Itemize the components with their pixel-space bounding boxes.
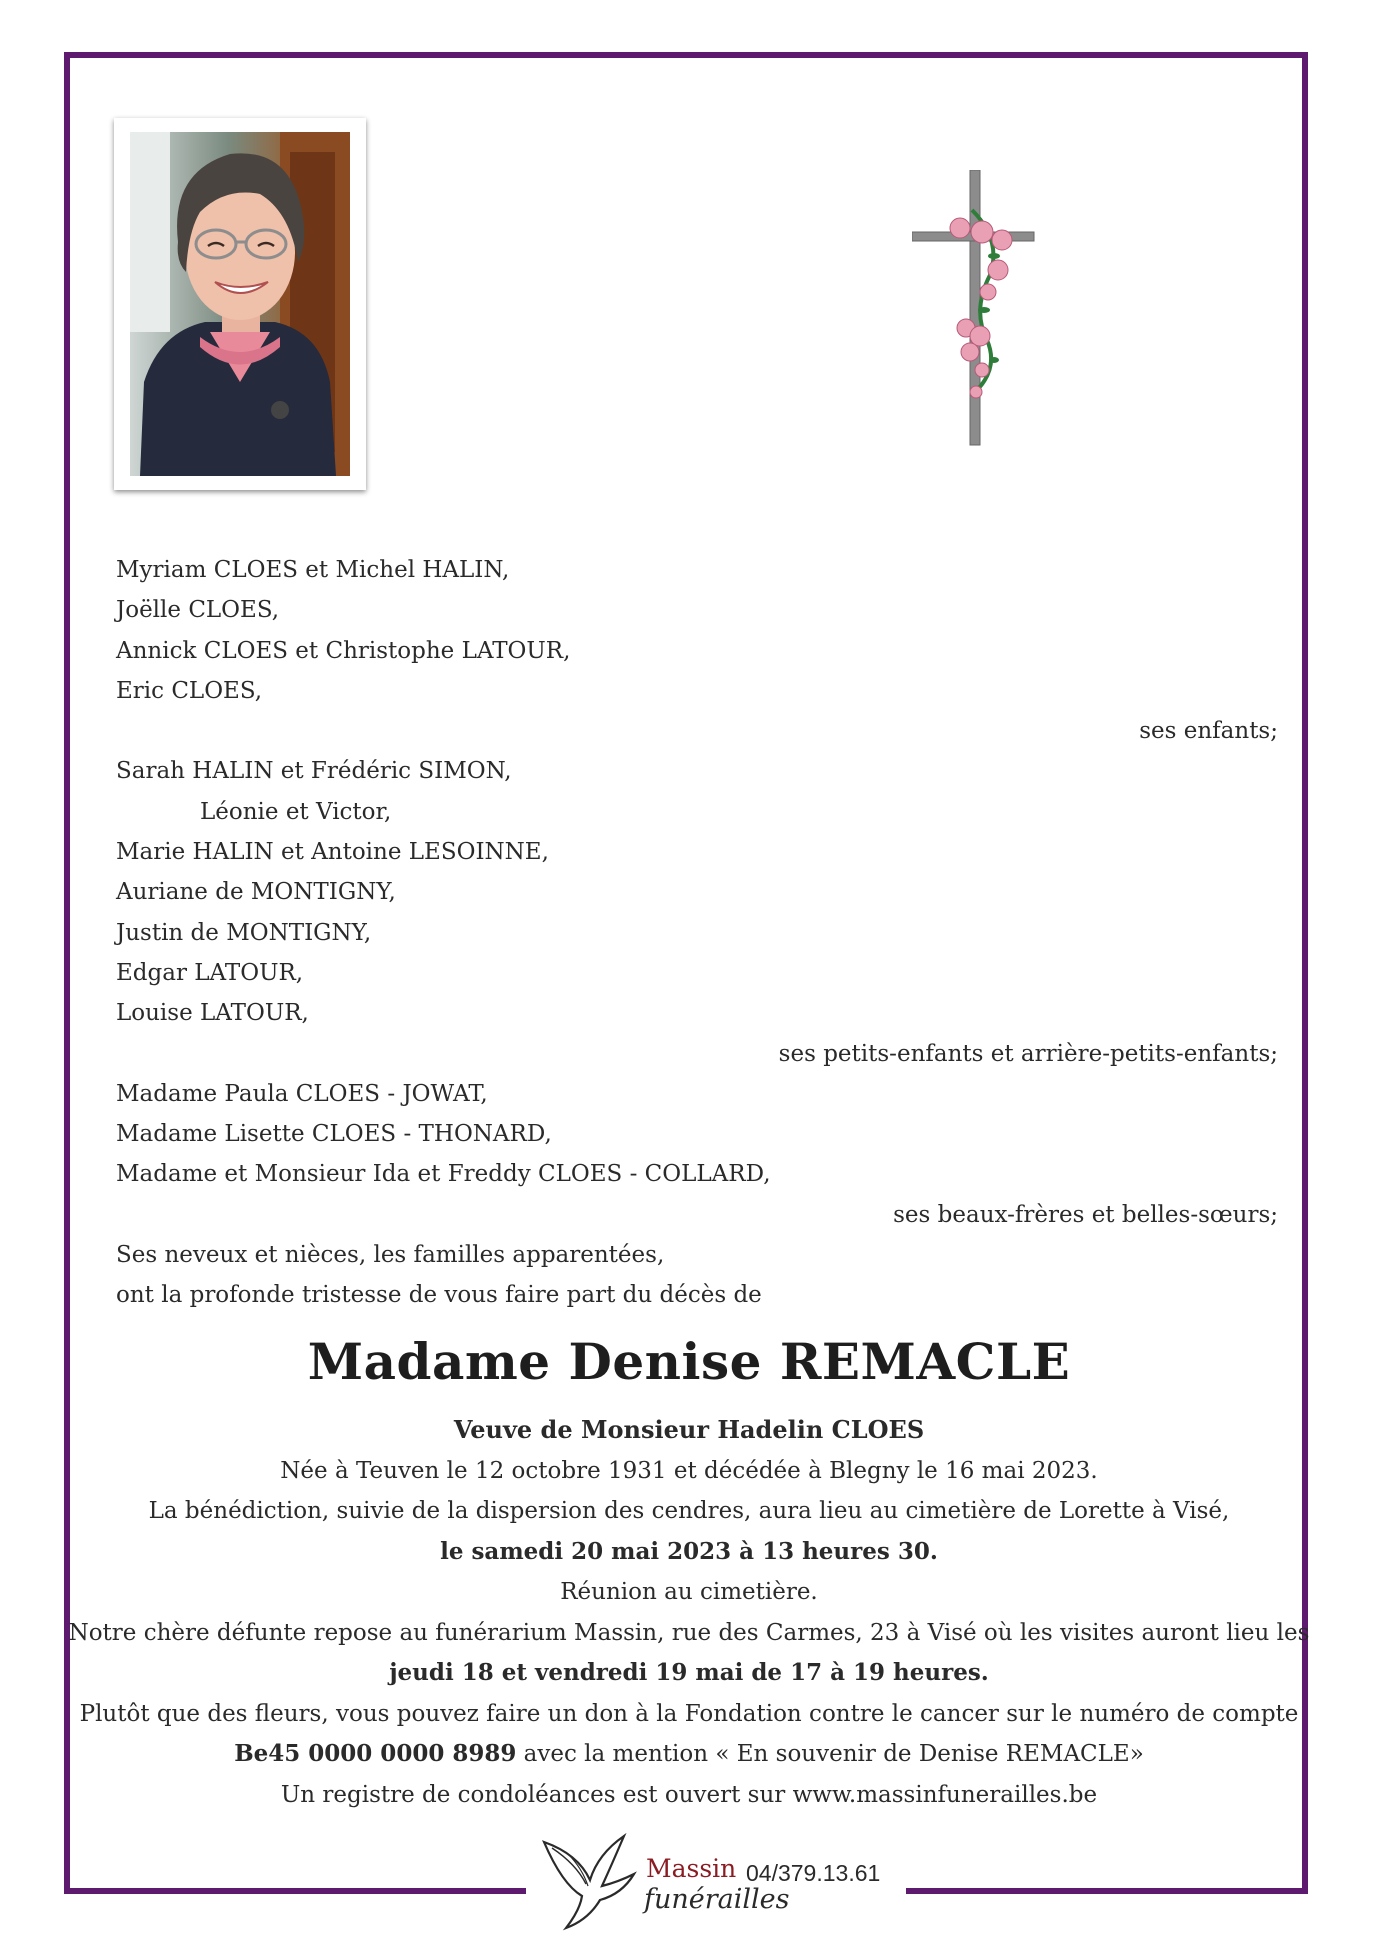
donation-mention: avec la mention « En souvenir de Denise REMACLE» <box>516 1741 1144 1767</box>
ceremony-line: La bénédiction, suivie de la dispersion des cendres, aura lieu au cimetière de Lorette à Visé, <box>148 1498 1230 1524</box>
child-line: Joëlle CLOES, <box>116 597 280 624</box>
portrait-photo <box>114 118 366 490</box>
registry-line: Un registre de condoléances est ouvert sur www.massinfunerailles.be <box>280 1781 1098 1808</box>
grandchild-line: Auriane de MONTIGNY, <box>116 879 396 906</box>
in-laws-role: ses beaux-frères et belles-sœurs; <box>893 1201 1278 1228</box>
funeral-home-logo <box>526 1816 906 1936</box>
in-law-line: Madame Lisette CLOES - THONARD, <box>116 1121 552 1148</box>
brand-subtitle: funérailles <box>644 1884 790 1915</box>
grandchildren-role: ses petits-enfants et arrière-petits-enfants; <box>778 1040 1278 1067</box>
grandchild-line: Sarah HALIN et Frédéric SIMON, <box>116 758 512 785</box>
grandchild-line: Justin de MONTIGNY, <box>116 919 372 946</box>
portrait-image <box>130 132 350 476</box>
phone-number: 04/379.13.61 <box>746 1860 881 1886</box>
great-grandchild-line: Léonie et Victor, <box>200 798 392 825</box>
grandchild-line: Marie HALIN et Antoine LESOINNE, <box>116 839 549 866</box>
ceremony-date: le samedi 20 mai 2023 à 13 heures 30. <box>440 1537 938 1565</box>
donation-line: Plutôt que des fleurs, vous pouvez faire un don à la Fondation contre le cancer sur le numéro de compte <box>79 1700 1299 1727</box>
family-list <box>116 550 1278 1316</box>
closing-line: ont la profonde tristesse de vous faire part du décès de <box>116 1282 762 1309</box>
closing-line: Ses neveux et nièces, les familles apparentées, <box>116 1242 665 1269</box>
children-role: ses enfants; <box>1139 718 1278 745</box>
donation-account-line <box>64 1734 1314 1775</box>
birth-death-line: Née à Teuven le 12 octobre 1931 et décédée à Blegny le 16 mai 2023. <box>280 1457 1098 1484</box>
widow-subtitle: Veuve de Monsieur Hadelin CLOES <box>453 1415 925 1444</box>
visits-line: Notre chère défunte repose au funérarium Massin, rue des Carmes, 23 à Visé où les visites auront lieu les <box>68 1619 1310 1646</box>
in-law-line: Madame et Monsieur Ida et Freddy CLOES - COLLARD, <box>116 1161 771 1188</box>
child-line: Annick CLOES et Christophe LATOUR, <box>116 637 571 664</box>
dove-icon <box>538 1824 648 1934</box>
in-law-line: Madame Paula CLOES - JOWAT, <box>116 1080 488 1107</box>
grandchild-line: Louise LATOUR, <box>116 1000 309 1027</box>
account-number: Be45 0000 0000 8989 <box>234 1740 517 1767</box>
meeting-line: Réunion au cimetière. <box>560 1579 818 1605</box>
child-line: Myriam CLOES et Michel HALIN, <box>116 557 510 583</box>
visits-dates: jeudi 18 et vendredi 19 mai de 17 à 19 heures. <box>389 1659 989 1686</box>
deceased-name: Madame Denise REMACLE <box>307 1332 1071 1391</box>
ceremony-details <box>64 1410 1314 1815</box>
child-line: Eric CLOES, <box>116 677 263 704</box>
cross-icon <box>912 170 1042 450</box>
grandchild-line: Edgar LATOUR, <box>116 959 304 986</box>
brand-name: Massin <box>646 1854 737 1883</box>
